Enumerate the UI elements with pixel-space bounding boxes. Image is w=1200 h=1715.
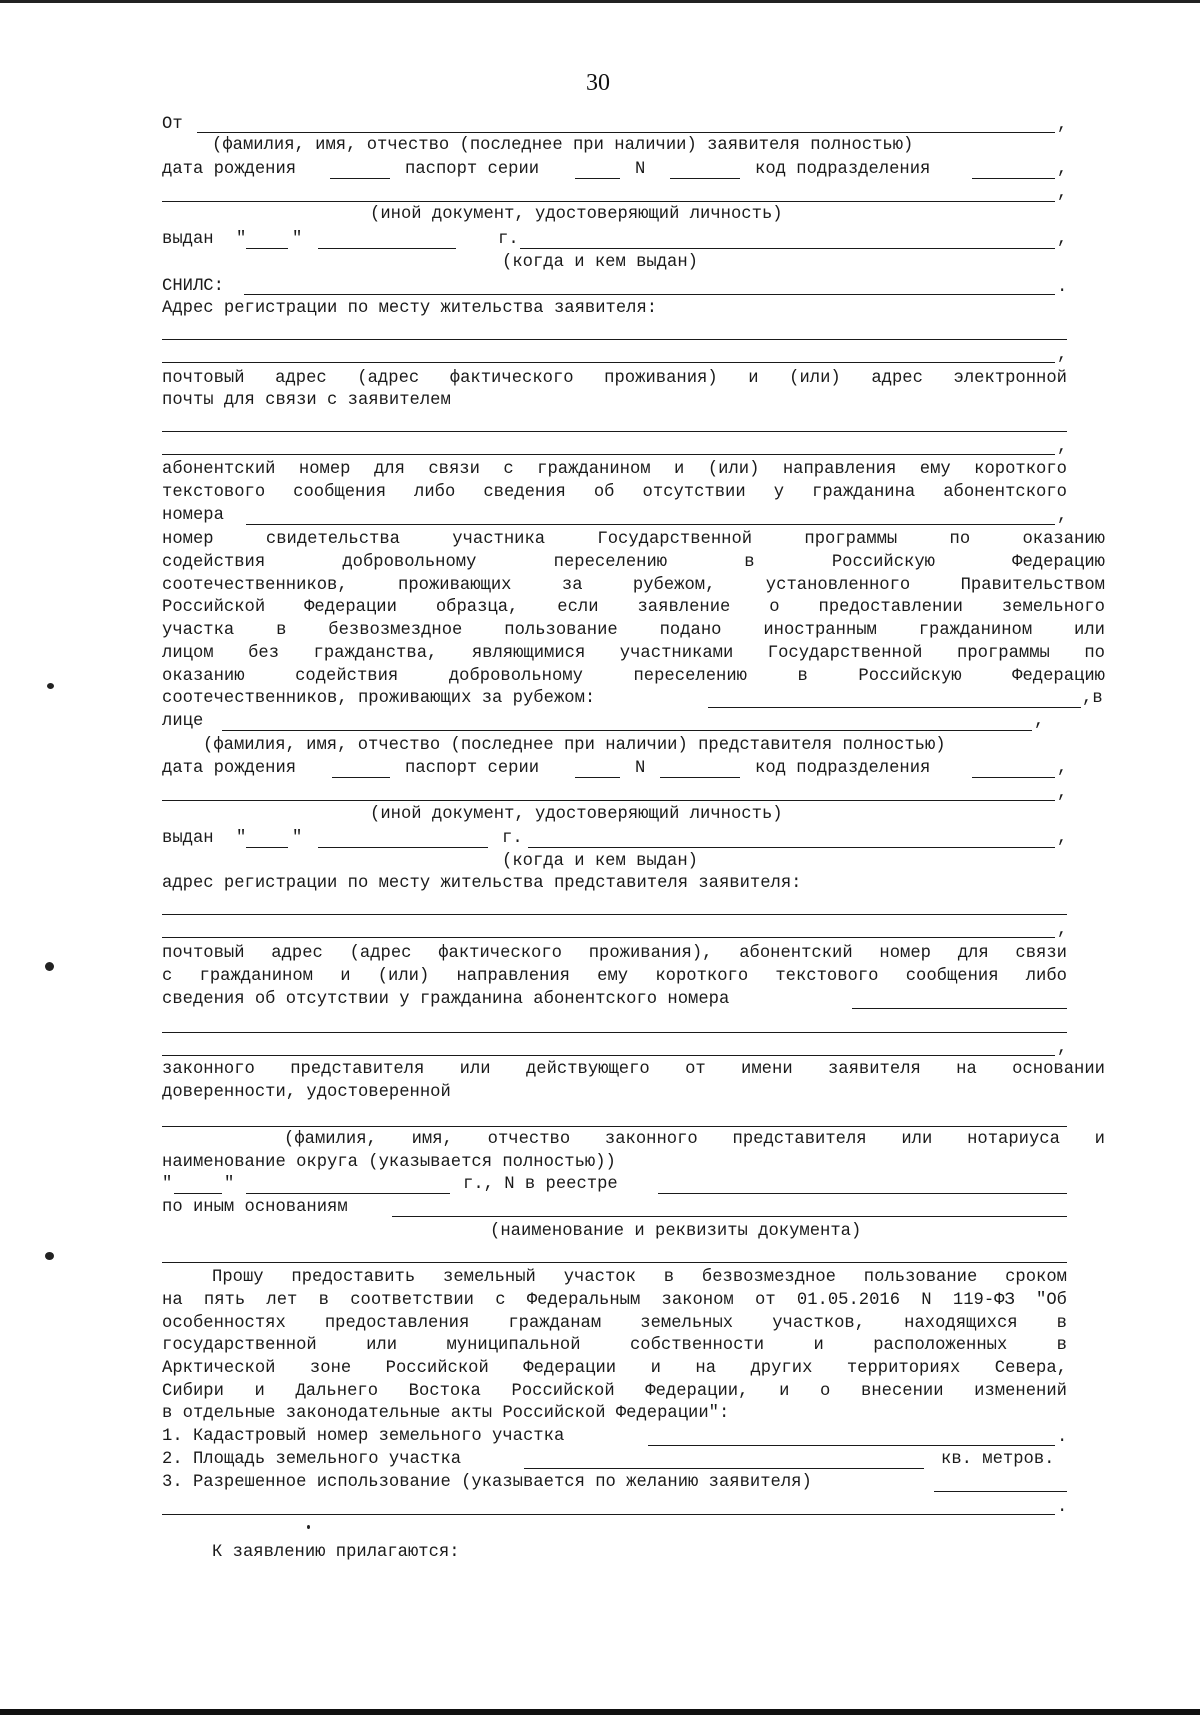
certificate-line-4: Российской Федерации образца, если заявление о предоставлении земельного [162,598,1105,617]
representative-postal-field-inline[interactable] [852,1008,1067,1009]
comma: , [1034,712,1045,731]
representative-issued-by-field[interactable] [528,847,1055,848]
plot-area-field[interactable] [524,1468,924,1469]
in-person-label: лице [162,712,204,731]
comma: , [1057,346,1068,365]
certificate-line-2: содействия добровольному переселению в Российскую Федерацию [162,553,1105,572]
representative-other-id-field[interactable] [162,800,1055,801]
representative-subdivision-code-label: код подразделения [755,759,931,778]
representative-name-caption: (фамилия, имя, отчество (последнее при наличии) представителя полностью) [203,736,946,755]
representative-passport-number-field[interactable] [660,777,740,778]
applicant-subdivision-code-field[interactable] [972,178,1055,179]
representative-year-abbr: г. [502,829,523,848]
from-label: От [162,115,183,134]
representative-subdivision-code-field[interactable] [972,777,1055,778]
quote-mark: " [236,829,247,848]
applicant-issued-month-field[interactable] [318,248,456,249]
notary-field[interactable] [162,1126,1067,1127]
certificate-number-field[interactable] [708,707,1081,708]
notary-caption-line-2: наименование округа (указывается полностью)) [162,1153,616,1172]
applicant-phone-field[interactable] [246,524,1055,525]
notary-caption-line-1: (фамилия, имя, отчество законного представителя или нотариуса и [284,1130,1105,1149]
applicant-phone-line-1: абонентский номер для связи с гражданином и (или) направления ему короткого [162,460,1067,479]
registry-number-field[interactable] [658,1193,1067,1194]
cadastral-number-field[interactable] [648,1445,1055,1446]
applicant-passport-number-field[interactable] [670,178,740,179]
applicant-passport-series-label: паспорт серии [405,160,540,179]
applicant-registration-address-label: Адрес регистрации по месту жительства заявителя: [162,299,658,318]
applicant-phone-line-2: текстового сообщения либо сведения об отсутствии у гражданина абонентского [162,483,1067,502]
representative-registration-address-field-2[interactable] [162,937,1055,938]
representative-issued-label: выдан [162,829,214,848]
quote-mark: " [236,230,247,249]
applicant-issued-label: выдан [162,230,214,249]
comma: , [1057,184,1068,203]
certificate-line-5: участка в безвозмездное пользование подано иностранным гражданином или [162,621,1105,640]
representative-other-id-caption: (иной документ, удостоверяющий личность) [370,805,783,824]
applicant-postal-address-field-2[interactable] [162,454,1055,455]
applicant-other-id-field[interactable] [162,201,1055,202]
representative-postal-line-1: почтовый адрес (адрес фактического проживания), абонентский номер для связи [162,944,1067,963]
snils-label: СНИЛС: [162,277,224,296]
representative-dob-label: дата рождения [162,759,297,778]
comma: , [1057,829,1068,848]
scan-speck [307,1525,310,1529]
notary-date-day-field[interactable] [174,1193,222,1194]
period: . [1057,1498,1068,1517]
applicant-passport-series-field[interactable] [575,178,620,179]
applicant-postal-address-line-2: почты для связи с заявителем [162,391,451,410]
other-grounds-field[interactable] [392,1216,1067,1217]
applicant-issued-by-field[interactable] [520,248,1055,249]
notary-date-month-field[interactable] [246,1193,450,1194]
legal-representative-line-2: доверенности, удостоверенной [162,1083,451,1102]
request-line-2: на пять лет в соответствии с Федеральным законом от 01.05.2016 N 119-ФЗ "Об [162,1291,1067,1310]
applicant-subdivision-code-label: код подразделения [755,160,931,179]
document-caption: (наименование и реквизиты документа) [490,1222,862,1241]
representative-issued-caption: (когда и кем выдан) [502,852,698,871]
applicant-passport-number-label: N [635,160,646,179]
attachments-label: К заявлению прилагаются: [212,1543,460,1562]
request-line-7: в отдельные законодательные акты Российской Федерации": [162,1404,730,1423]
applicant-postal-address-field-1[interactable] [162,431,1067,432]
comma: , [1057,507,1068,526]
request-line-3: особенностях предоставления гражданам земельных участков, находящихся в [162,1314,1067,1333]
applicant-registration-address-field-2[interactable] [162,362,1055,363]
registry-label: г., N в реестре [463,1175,618,1194]
representative-issued-day-field[interactable] [246,847,288,848]
page-number: 30 [586,70,610,96]
request-line-6: Сибири и Дальнего Востока Российской Федерации, и о внесении изменений [162,1382,1067,1401]
certificate-line-1: номер свидетельства участника Государственной программы по оказанию [162,530,1105,549]
applicant-dob-field[interactable] [330,178,390,179]
representative-name-field[interactable] [222,730,1032,731]
certificate-line-8: соотечественников, проживающих за рубежом: [162,689,596,708]
certificate-line-3: соотечественников, проживающих за рубежом, установленного Правительством [162,576,1105,595]
applicant-registration-address-field-1[interactable] [162,339,1067,340]
scan-bottom-edge [0,1709,1200,1715]
request-line-5: Арктической зоне Российской Федерации и на других территориях Севера, [162,1359,1067,1378]
cadastral-number-label: 1. Кадастровый номер земельного участка [162,1427,565,1446]
representative-registration-address-field-1[interactable] [162,914,1067,915]
applicant-phone-line-3: номера [162,506,224,525]
comma: , [1057,1039,1068,1058]
scan-speck [47,683,54,689]
applicant-year-abbr: г. [498,230,519,249]
applicant-postal-address-line-1: почтовый адрес (адрес фактического проживания) и (или) адрес электронной [162,369,1067,388]
scan-top-edge [0,0,1200,3]
request-line-1: Прошу предоставить земельный участок в безвозмездное пользование сроком [212,1268,1067,1287]
plot-area-unit: кв. метров. [941,1450,1055,1469]
legal-representative-line-1: законного представителя или действующего от имени заявителя на основании [162,1060,1105,1079]
applicant-name-field[interactable] [197,132,1055,133]
certificate-line-6: лицом без гражданства, являющимися участниками Государственной программы по [162,644,1105,663]
comma: , [1057,759,1068,778]
quote-mark: " [292,230,303,249]
applicant-name-caption: (фамилия, имя, отчество (последнее при наличии) заявителя полностью) [212,136,914,155]
comma: , [1057,438,1068,457]
permitted-use-field[interactable] [162,1514,1055,1515]
representative-postal-line-3: сведения об отсутствии у гражданина абонентского номера [162,990,730,1009]
other-grounds-label: по иным основаниям [162,1198,348,1217]
certificate-line-7: оказанию содействия добровольному переселению в Российскую Федерацию [162,667,1105,686]
certificate-line-end: ,в [1082,689,1103,708]
applicant-dob-label: дата рождения [162,160,297,179]
scan-speck [45,962,54,971]
representative-passport-series-field[interactable] [575,777,620,778]
quote-mark: " [292,829,303,848]
permitted-use-field-inline[interactable] [934,1491,1067,1492]
comma: , [1057,921,1068,940]
period: . [1057,1428,1068,1447]
scan-speck [45,1252,54,1260]
quote-mark: " [162,1175,173,1194]
representative-issued-month-field[interactable] [318,847,488,848]
representative-postal-line-2: с гражданином и (или) направления ему короткого текстового сообщения либо [162,967,1067,986]
comma: , [1057,230,1068,249]
comma: , [1057,116,1068,135]
representative-postal-field-2[interactable] [162,1055,1055,1056]
plot-area-label: 2. Площадь земельного участка [162,1450,462,1469]
representative-passport-number-label: N [635,759,646,778]
representative-postal-field-1[interactable] [162,1032,1067,1033]
permitted-use-label: 3. Разрешенное использование (указывается по желанию заявителя) [162,1473,812,1492]
comma: , [1057,784,1068,803]
applicant-other-id-caption: (иной документ, удостоверяющий личность) [370,205,783,224]
representative-registration-address-label: адрес регистрации по месту жительства представителя заявителя: [162,874,802,893]
representative-dob-field[interactable] [332,777,390,778]
representative-passport-series-label: паспорт серии [405,759,540,778]
period: . [1057,278,1068,297]
applicant-issued-day-field[interactable] [246,248,288,249]
request-line-4: государственной или муниципальной собственности и расположенных в [162,1336,1067,1355]
comma: , [1057,160,1068,179]
quote-mark: " [224,1175,235,1194]
applicant-issued-caption: (когда и кем выдан) [502,253,698,272]
document-field[interactable] [162,1262,1067,1263]
snils-field[interactable] [244,294,1055,295]
